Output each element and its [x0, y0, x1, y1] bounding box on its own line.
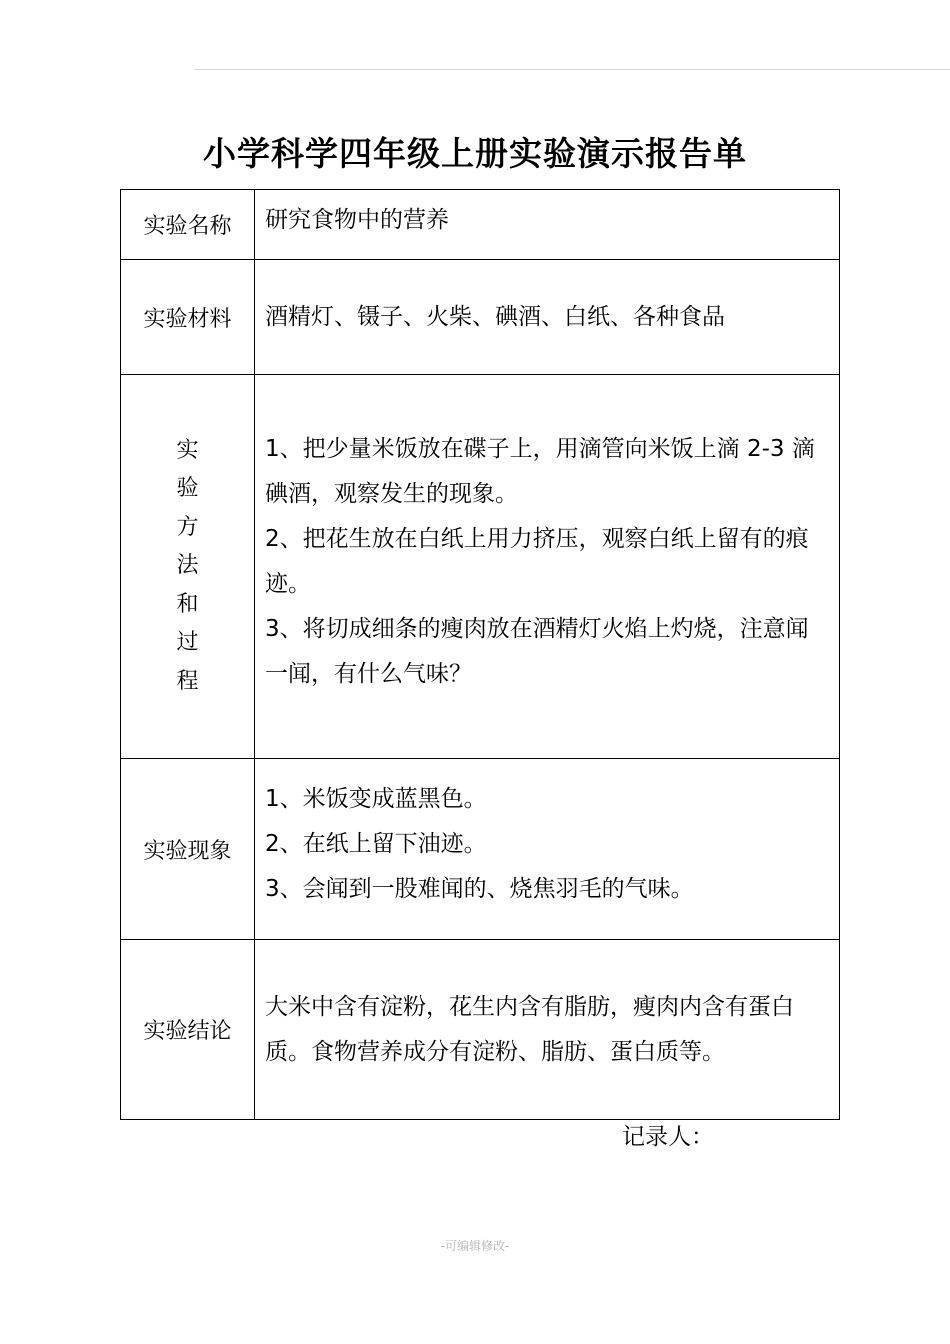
phenomenon-item: 3、会闻到一股难闻的、烧焦羽毛的气味。	[265, 876, 694, 902]
value-experiment-name: 研究食物中的营养	[255, 190, 840, 260]
label-method-char: 方	[176, 514, 199, 540]
row-experiment-name	[121, 190, 840, 260]
value-phenomenon	[255, 759, 840, 940]
row-phenomenon	[121, 759, 840, 940]
label-phenomenon: 实验现象	[121, 759, 255, 940]
label-method-char: 过	[176, 630, 199, 656]
method-step: 2、把花生放在白纸上用力挤压，观察白纸上留有的痕迹。	[265, 526, 809, 597]
label-method-char: 验	[176, 476, 199, 502]
label-materials: 实验材料	[121, 260, 255, 375]
phenomenon-item: 2、在纸上留下油迹。	[265, 831, 487, 857]
label-method-char: 程	[176, 668, 199, 694]
value-method	[255, 375, 840, 759]
label-method	[121, 375, 255, 759]
row-method	[121, 375, 840, 759]
report-table	[120, 189, 840, 1120]
row-conclusion	[121, 940, 840, 1120]
method-step: 3、将切成细条的瘦肉放在酒精灯火焰上灼烧，注意闻一闻，有什么气味？	[265, 616, 809, 687]
value-materials: 酒精灯、镊子、火柴、碘酒、白纸、各种食品	[255, 260, 840, 375]
phenomenon-item: 1、米饭变成蓝黑色。	[265, 786, 487, 812]
header-rule	[194, 69, 950, 70]
label-method-char: 法	[176, 553, 199, 579]
recorder-label: 记录人：	[622, 1124, 714, 1150]
label-method-char: 实	[176, 437, 199, 463]
method-step: 1、把少量米饭放在碟子上，用滴管向米饭上滴 2-3 滴碘酒，观察发生的现象。	[265, 436, 815, 507]
label-experiment-name: 实验名称	[121, 190, 255, 260]
footer-note: -可编辑修改-	[440, 1239, 510, 1253]
row-materials	[121, 260, 840, 375]
label-conclusion: 实验结论	[121, 940, 255, 1120]
page-title: 小学科学四年级上册实验演示报告单	[203, 134, 747, 173]
value-conclusion: 大米中含有淀粉，花生内含有脂肪，瘦肉内含有蛋白质。食物营养成分有淀粉、脂肪、蛋白质等。	[255, 940, 840, 1120]
label-method-char: 和	[176, 591, 199, 617]
